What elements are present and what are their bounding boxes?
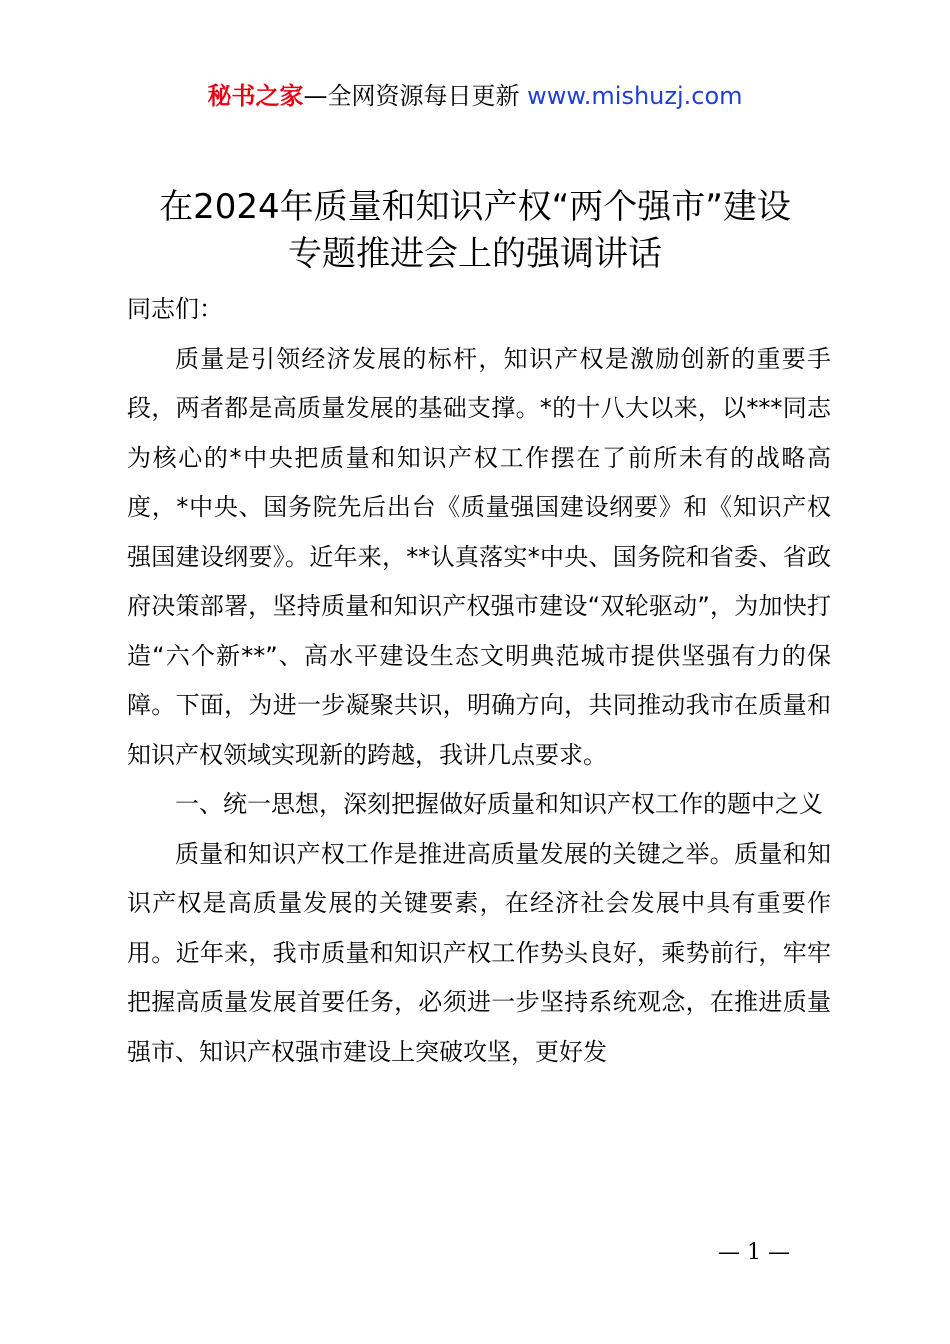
site-url-link[interactable]: www.mishuzj.com bbox=[527, 82, 743, 110]
document-body bbox=[127, 285, 831, 1077]
section-heading-1: 一、统一思想，深刻把握做好质量和知识产权工作的题中之义 bbox=[175, 790, 823, 818]
title-line-2: 专题推进会上的强调讲话 bbox=[288, 234, 662, 274]
site-slogan: —全网资源每日更新 bbox=[303, 82, 520, 110]
paragraph-intro: 质量是引领经济发展的标杆，知识产权是激励创新的重要手段，两者都是高质量发展的基础支撑。*的十八大以来，以***同志为核心的*中央把质量和知识产权工作摆在了前所未有的战略高度，*中央、国务院先后出台《质量强国建设纲要》和《知识产权强国建设纲要》。近年来，**认真落实*中央、国务院和省委、省政府决策部署，坚持质量和知识产权强市建设“双轮驱动”，为加快打造“六个新**”、高水平建设生态文明典范城市提供坚强有力的保障。下面，为进一步凝聚共识，明确方向，共同推动我市在质量和知识产权领域实现新的跨越，我讲几点要求。 bbox=[127, 344, 831, 769]
paragraph-section-1: 质量和知识产权工作是推进高质量发展的关键之举。质量和知识产权是高质量发展的关键要素，在经济社会发展中具有重要作用。近年来，我市质量和知识产权工作势头良好，乘势前行，牢牢把握高质量发展首要任务，必须进一步坚持系统观念，在推进质量强市、知识产权强市建设上突破攻坚，更好发 bbox=[127, 839, 831, 1066]
salutation: 同志们： bbox=[127, 295, 223, 323]
title-line-1: 在2024年质量和知识产权“两个强市”建设 bbox=[159, 187, 791, 227]
page-number: — 1 — bbox=[718, 1240, 790, 1265]
site-header bbox=[0, 80, 950, 112]
site-brand: 秘书之家 bbox=[207, 82, 304, 110]
document-title bbox=[100, 184, 850, 278]
